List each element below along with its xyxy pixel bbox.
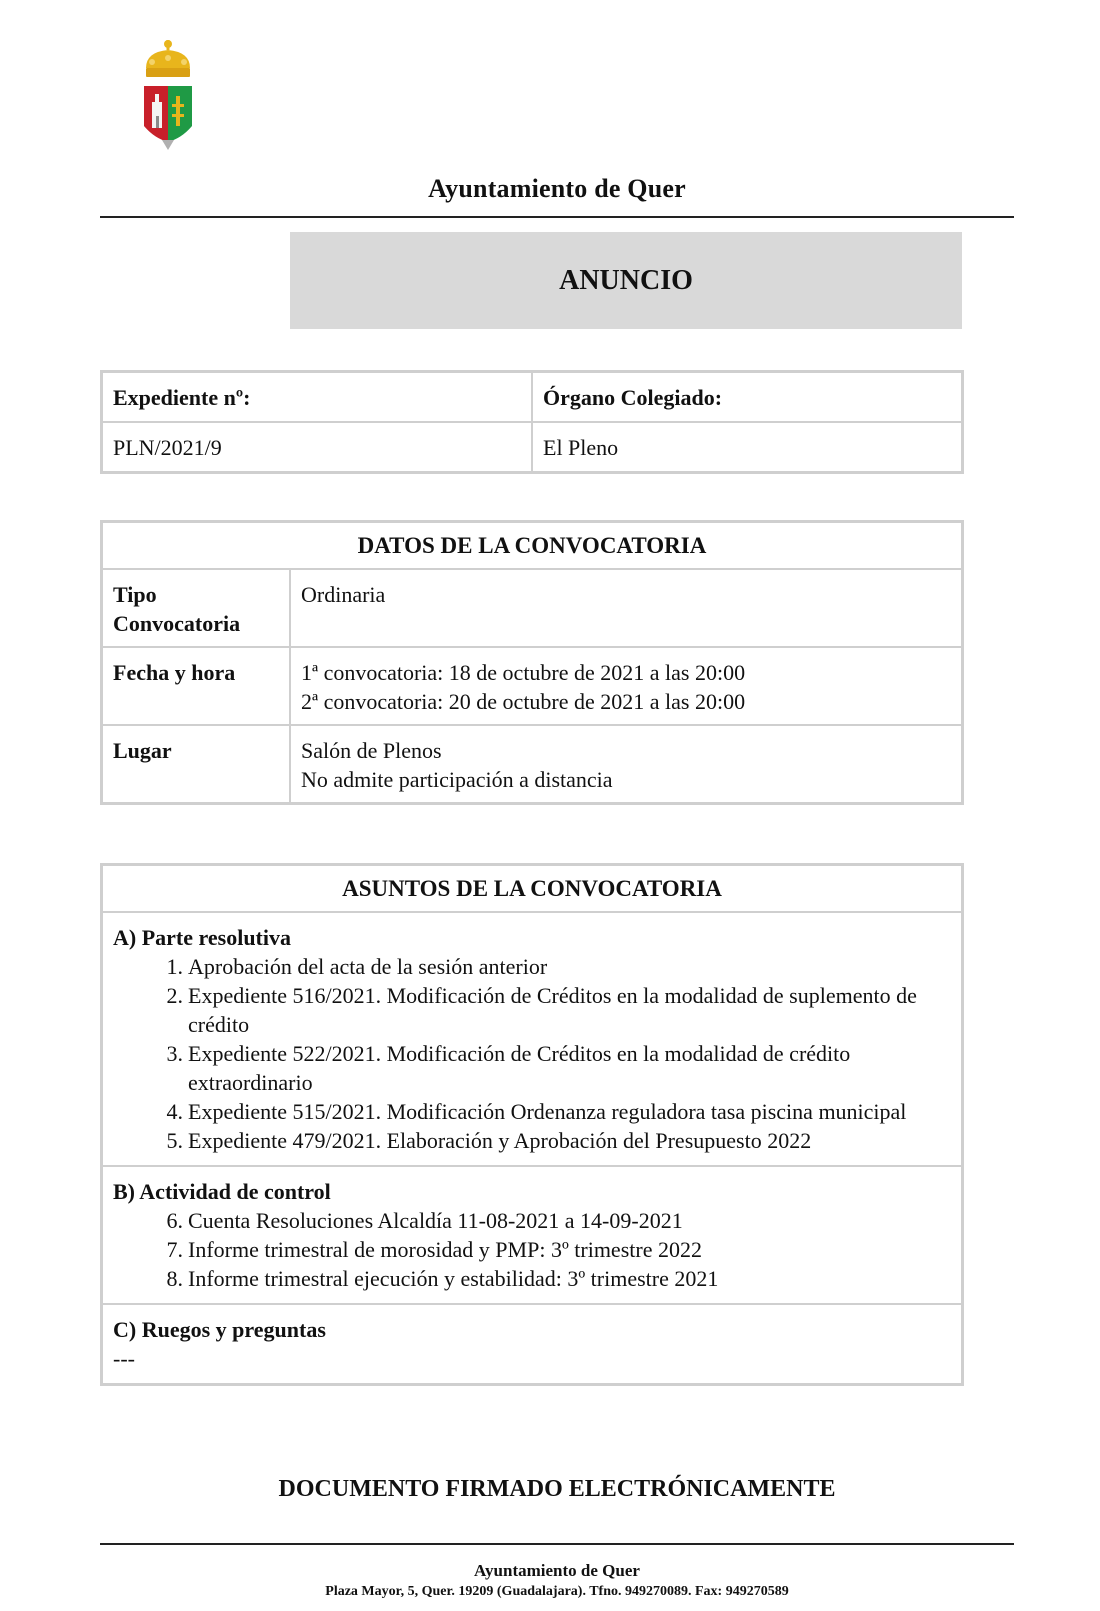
agenda-item: 6. Cuenta Resoluciones Alcaldía 11-08-2021 a 14-09-2021 xyxy=(166,1208,683,1233)
footer-address: Plaza Mayor, 5, Quer. 19209 (Guadalajara). Tfno. 949270089. Fax: 949270589 xyxy=(325,1584,789,1599)
footer-municipality: Ayuntamiento de Quer xyxy=(474,1561,640,1580)
expediente-value: PLN/2021/9 xyxy=(102,422,533,473)
agenda-item: 5. Expediente 479/2021. Elaboración y Aprobación del Presupuesto 2022 xyxy=(166,1128,812,1153)
coat-of-arms-icon xyxy=(140,38,196,156)
lugar-value xyxy=(290,725,963,804)
lugar-remote-note: No admite participación a distancia xyxy=(301,767,613,792)
agenda-item: 1. Aprobación del acta de la sesión anterior xyxy=(166,954,548,979)
fecha-label: Fecha y hora xyxy=(102,647,291,725)
expediente-label: Expediente nº: xyxy=(102,372,533,423)
footer-divider xyxy=(100,1543,1014,1545)
header-divider xyxy=(100,216,1014,218)
agenda-item: 2. Expediente 516/2021. Modificación de Créditos en la modalidad de suplemento de crédito xyxy=(166,983,917,1037)
organo-label: Órgano Colegiado: xyxy=(532,372,963,423)
lugar-label: Lugar xyxy=(102,725,291,804)
agenda-section-a xyxy=(102,912,963,1166)
tipo-value: Ordinaria xyxy=(290,569,963,647)
section-a-title: A) Parte resolutiva xyxy=(113,925,291,950)
organo-value: El Pleno xyxy=(532,422,963,473)
municipality-title: Ayuntamiento de Quer xyxy=(428,174,686,203)
fecha-second-call: 2ª convocatoria: 20 de octubre de 2021 a las 20:00 xyxy=(301,689,746,714)
agenda-item: 8. Informe trimestral ejecución y estabilidad: 3º trimestre 2021 xyxy=(166,1266,719,1291)
convocatoria-data-table xyxy=(100,520,964,805)
agenda-title: ASUNTOS DE LA CONVOCATORIA xyxy=(102,865,963,913)
expediente-table xyxy=(100,370,964,474)
agenda-table xyxy=(100,863,964,1386)
section-b-title: B) Actividad de control xyxy=(113,1179,331,1204)
lugar-place: Salón de Plenos xyxy=(301,738,442,763)
announcement-banner xyxy=(290,232,962,329)
convocatoria-data-title: DATOS DE LA CONVOCATORIA xyxy=(102,522,963,570)
agenda-section-c xyxy=(102,1304,963,1385)
agenda-item: 4. Expediente 515/2021. Modificación Ordenanza reguladora tasa piscina municipal xyxy=(166,1099,907,1124)
agenda-item: 7. Informe trimestral de morosidad y PMP: 3º trimestre 2022 xyxy=(166,1237,702,1262)
section-c-title: C) Ruegos y preguntas xyxy=(113,1317,326,1342)
fecha-first-call: 1ª convocatoria: 18 de octubre de 2021 a las 20:00 xyxy=(301,660,746,685)
announcement-title: ANUNCIO xyxy=(559,264,693,296)
agenda-item: 3. Expediente 522/2021. Modificación de Créditos en la modalidad de crédito extraordinario xyxy=(166,1041,851,1095)
section-c-note: --- xyxy=(113,1346,135,1371)
electronic-signature-notice: DOCUMENTO FIRMADO ELECTRÓNICAMENTE xyxy=(278,1476,836,1502)
agenda-section-b xyxy=(102,1166,963,1304)
tipo-label: Tipo Convocatoria xyxy=(102,569,291,647)
fecha-value xyxy=(290,647,963,725)
